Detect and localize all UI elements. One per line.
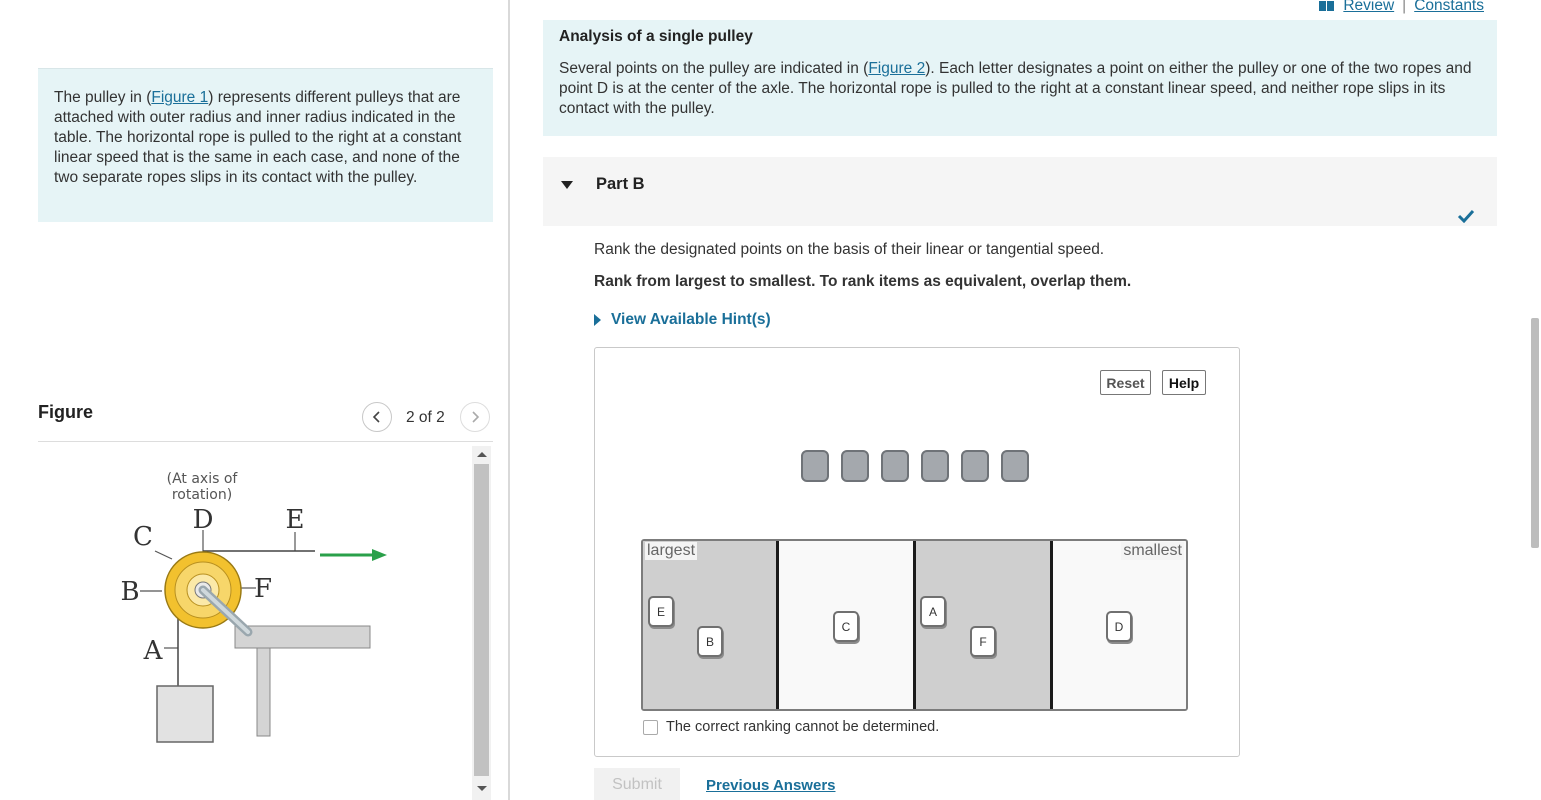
cannot-determine-checkbox[interactable]: [643, 720, 658, 735]
empty-item-slot: [961, 450, 989, 482]
view-hints-label: View Available Hint(s): [611, 311, 771, 328]
part-b-label: Part B: [596, 175, 645, 193]
previous-answers-link[interactable]: Previous Answers: [706, 777, 836, 794]
intro-text-start: The pulley in (: [54, 89, 152, 106]
scroll-down-arrow-icon[interactable]: [477, 786, 487, 791]
pulley-figure: [100, 460, 390, 800]
constants-link[interactable]: Constants: [1414, 0, 1484, 14]
instruction-text: Rank from largest to smallest. To rank items as equivalent, overlap them.: [594, 273, 1132, 290]
label-b: B: [120, 577, 140, 607]
figure-scrollbar[interactable]: [472, 446, 491, 800]
item-tray: [801, 450, 1029, 482]
rank-item-b[interactable]: B: [697, 626, 723, 657]
empty-item-slot: [1001, 450, 1029, 482]
book-icon: [1319, 1, 1335, 11]
rank-item-f[interactable]: F: [970, 626, 996, 657]
expand-triangle-icon: [594, 314, 601, 326]
reset-button[interactable]: Reset: [1100, 370, 1151, 395]
empty-item-slot: [921, 450, 949, 482]
part-b-header[interactable]: [543, 157, 1497, 226]
collapse-triangle-icon[interactable]: [561, 181, 573, 189]
help-button[interactable]: Help: [1162, 370, 1206, 395]
label-c: C: [133, 522, 153, 552]
figure-2-link[interactable]: Figure 2: [868, 60, 926, 77]
view-hints-toggle[interactable]: [594, 311, 771, 329]
analysis-text-start: Several points on the pulley are indicated in (: [559, 60, 869, 77]
top-links: [1319, 0, 1484, 15]
label-e: E: [285, 505, 305, 535]
ranking-panel: [594, 347, 1240, 757]
scroll-up-arrow-icon[interactable]: [477, 452, 487, 457]
column-divider[interactable]: [508, 0, 510, 800]
cannot-determine-label: The correct ranking cannot be determined.: [666, 719, 940, 735]
figure-caption-line1: (At axis of: [166, 471, 238, 487]
analysis-text-end: ). Each letter designates a point on either the pulley or one of the two ropes and point D is at the center of the axle. The horizontal rope is pulled to the right at a constant linear speed, and neither rope slips in its contact with the pulley.: [559, 60, 1472, 117]
figure-caption-line2: rotation): [171, 487, 233, 503]
empty-item-slot: [841, 450, 869, 482]
rank-item-a[interactable]: A: [920, 596, 946, 627]
figure-next-button[interactable]: [460, 402, 490, 432]
figure-counter: 2 of 2: [406, 409, 445, 426]
link-separator: |: [1402, 0, 1407, 14]
chevron-right-icon: [470, 411, 480, 423]
ranking-area[interactable]: [641, 539, 1188, 711]
rank-item-e[interactable]: E: [648, 596, 674, 627]
rank-item-c[interactable]: C: [833, 611, 859, 642]
analysis-text: [559, 59, 1481, 119]
figure-prev-button[interactable]: [362, 402, 392, 432]
empty-item-slot: [801, 450, 829, 482]
smallest-label: smallest: [1123, 542, 1182, 559]
figure-divider: [38, 441, 493, 442]
chevron-left-icon: [372, 411, 382, 423]
submit-button[interactable]: Submit: [594, 768, 680, 800]
rank-item-d[interactable]: D: [1106, 611, 1132, 642]
empty-item-slot: [881, 450, 909, 482]
figure-1-link[interactable]: Figure 1: [151, 89, 209, 106]
analysis-title: Analysis of a single pulley: [559, 28, 753, 45]
question-text: Rank the designated points on the basis of their linear or tangential speed.: [594, 241, 1105, 258]
largest-label: largest: [647, 542, 696, 559]
checkmark-icon: [1457, 209, 1475, 223]
cannot-determine-option[interactable]: [643, 719, 939, 735]
label-a: A: [143, 636, 163, 666]
label-f: F: [253, 574, 273, 604]
page-scrollbar-thumb[interactable]: [1531, 318, 1539, 548]
intro-text-end: ) represents different pulleys that are attached with outer radius and inner radius indicated in the table. The horizontal rope is pulled to the right at a constant linear speed that is the same in each case, and none of the two separate ropes slips in its contact with the pulley.: [54, 89, 462, 186]
label-d: D: [192, 505, 214, 535]
analysis-panel: [543, 20, 1497, 136]
intro-panel: [38, 68, 493, 222]
figure-scrollbar-thumb[interactable]: [474, 464, 489, 776]
review-link[interactable]: Review: [1343, 0, 1395, 14]
figure-title: Figure: [38, 402, 94, 422]
page-scrollbar[interactable]: [1529, 0, 1541, 800]
